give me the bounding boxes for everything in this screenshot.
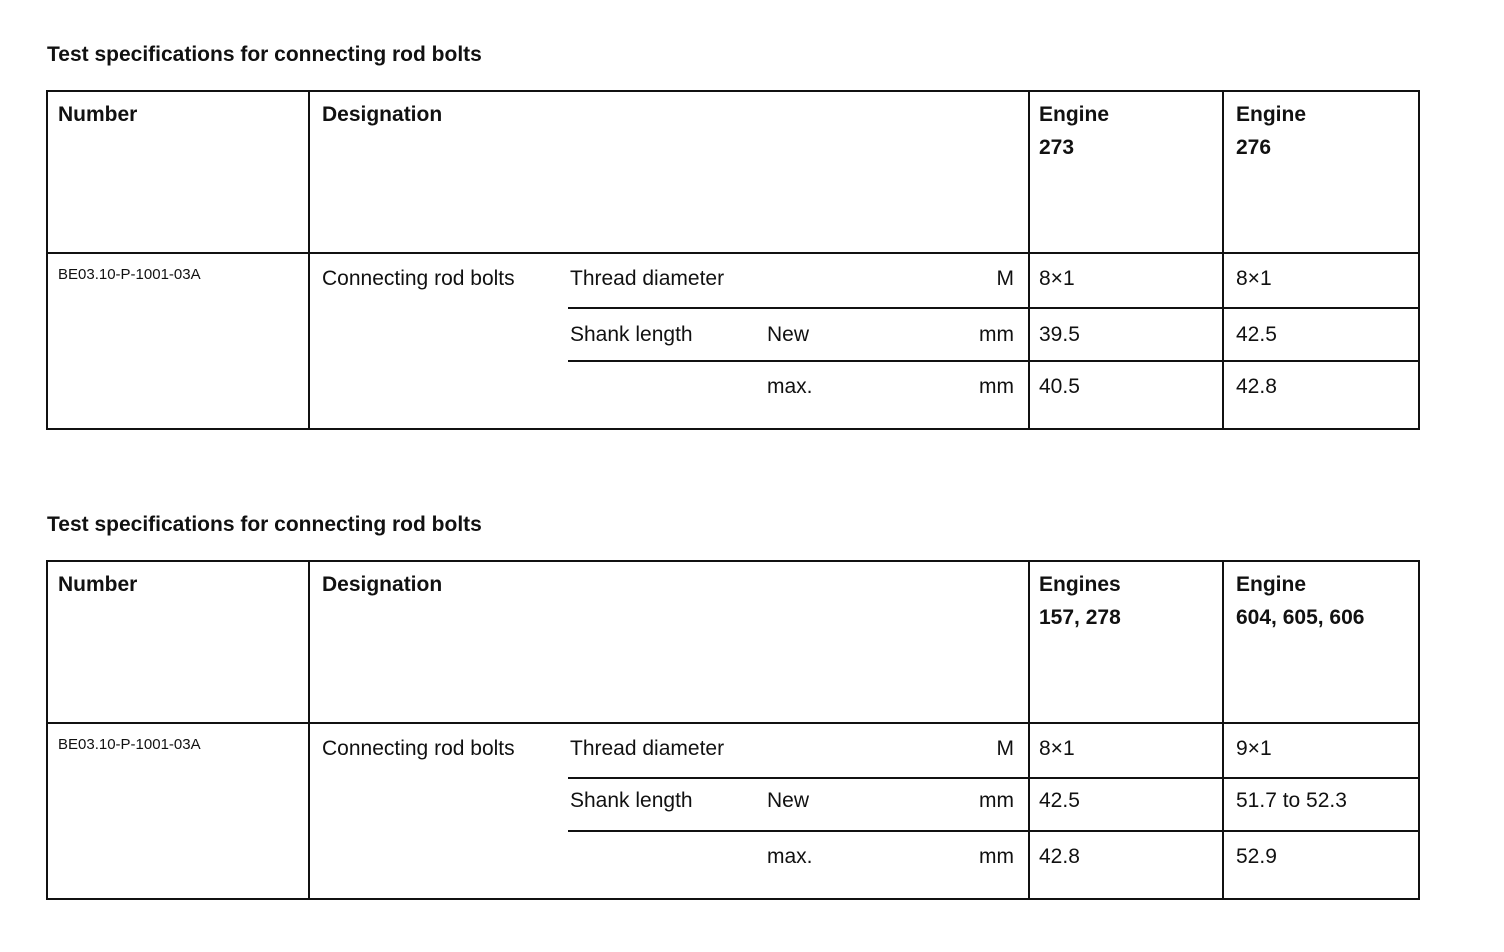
column-divider	[308, 92, 310, 428]
row-divider	[568, 830, 1418, 832]
column-divider	[1222, 562, 1224, 898]
shank-length-new-qualifier: New	[767, 789, 810, 812]
thread-diameter-label: Thread diameter	[570, 737, 725, 760]
shank-length-label: Shank length	[570, 789, 693, 812]
shank-length-new-value-a: 39.5	[1039, 323, 1080, 346]
shank-length-max-value-b: 42.8	[1236, 375, 1277, 398]
thread-diameter-value-b: 9×1	[1236, 737, 1272, 760]
column-header-designation: Designation	[322, 573, 443, 596]
designation: Connecting rod bolts	[322, 737, 515, 760]
thread-diameter-value-b: 8×1	[1236, 267, 1272, 290]
shank-length-new-value-b: 42.5	[1236, 323, 1277, 346]
header-divider	[48, 722, 1418, 724]
shank-length-max-value-b: 52.9	[1236, 845, 1277, 868]
column-header-designation: Designation	[322, 103, 443, 126]
table-heading: Test specifications for connecting rod bolts	[47, 43, 482, 66]
shank-length-new-qualifier: New	[767, 323, 810, 346]
table-heading: Test specifications for connecting rod bolts	[47, 513, 482, 536]
row-divider	[568, 360, 1418, 362]
shank-length-max-qualifier: max.	[767, 845, 813, 868]
column-header-engine-b-models: 276	[1236, 136, 1272, 159]
column-header-engine-a-models: 273	[1039, 136, 1075, 159]
shank-length-new-value-b: 51.7 to 52.3	[1236, 789, 1347, 812]
column-divider	[1222, 92, 1224, 428]
designation: Connecting rod bolts	[322, 267, 515, 290]
shank-length-max-value-a: 42.8	[1039, 845, 1080, 868]
column-header-engine-b-models: 604, 605, 606	[1236, 606, 1365, 629]
column-header-engine-a-models: 157, 278	[1039, 606, 1121, 629]
shank-length-new-unit: mm	[979, 323, 1014, 346]
shank-length-new-unit: mm	[979, 789, 1014, 812]
thread-diameter-label: Thread diameter	[570, 267, 725, 290]
spec-table	[46, 90, 1420, 430]
thread-diameter-value-a: 8×1	[1039, 267, 1075, 290]
shank-length-label: Shank length	[570, 323, 693, 346]
thread-diameter-value-a: 8×1	[1039, 737, 1075, 760]
column-header-number: Number	[58, 573, 138, 596]
thread-diameter-unit: M	[996, 737, 1014, 760]
row-divider	[568, 777, 1418, 779]
shank-length-max-unit: mm	[979, 845, 1014, 868]
shank-length-max-value-a: 40.5	[1039, 375, 1080, 398]
column-header-number: Number	[58, 103, 138, 126]
column-divider	[308, 562, 310, 898]
row-divider	[568, 307, 1418, 309]
column-divider	[1028, 562, 1030, 898]
column-divider	[1028, 92, 1030, 428]
shank-length-max-qualifier: max.	[767, 375, 813, 398]
column-header-engine-a-label: Engines	[1039, 573, 1121, 596]
part-number: BE03.10-P-1001-03A	[58, 266, 201, 283]
spec-table	[46, 560, 1420, 900]
column-header-engine-a-label: Engine	[1039, 103, 1110, 126]
shank-length-new-value-a: 42.5	[1039, 789, 1080, 812]
column-header-engine-b-label: Engine	[1236, 103, 1307, 126]
thread-diameter-unit: M	[996, 267, 1014, 290]
column-header-engine-b-label: Engine	[1236, 573, 1307, 596]
header-divider	[48, 252, 1418, 254]
part-number: BE03.10-P-1001-03A	[58, 736, 201, 753]
shank-length-max-unit: mm	[979, 375, 1014, 398]
